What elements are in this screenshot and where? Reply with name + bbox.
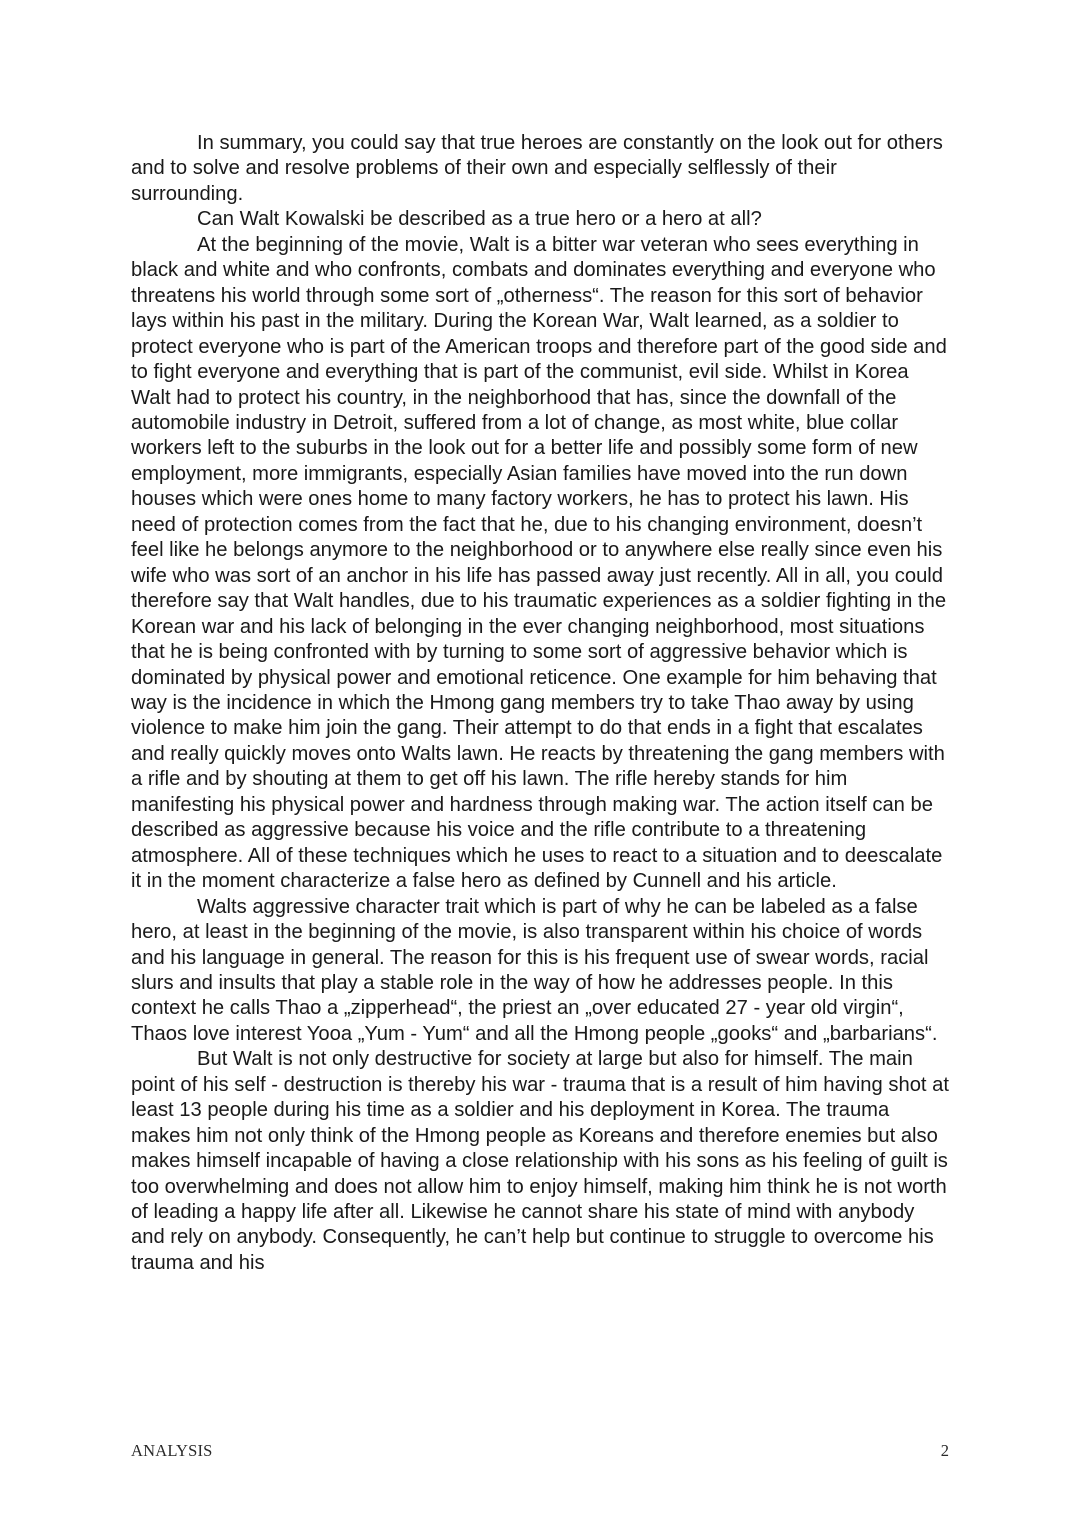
page-number: 2 xyxy=(940,1441,949,1460)
paragraph-question: Can Walt Kowalski be described as a true hero or a hero at all? xyxy=(197,208,762,231)
body-text xyxy=(131,131,953,1276)
paragraph-summary: In summary, you could say that true heroes are constantly on the look out for others and to solve and resolve problems of their own and especially selflessly of their surrounding. xyxy=(131,132,943,205)
paragraph-self-destruction: But Walt is not only destructive for society at large but also for himself. The main point of his self - destruction is thereby his war - trauma that is a result of him having shot at least 13 people during his time as a soldier and his deployment in Korea. The trauma makes him not only think of the Hmong people as Koreans and therefore enemies but also makes himself incapable of having a close relationship with his sons as his feeling of guilt is too overwhelming and does not allow him to enjoy himself, making him think he is not worth of leading a happy life after all. Likewise he cannot share his state of mind with anybody and rely on anybody. Consequently, he can’t help but continue to struggle to overcome his trauma and his xyxy=(131,1048,949,1274)
footer-section-label: ANALYSIS xyxy=(131,1441,213,1460)
paragraph-beginning-of-movie: At the beginning of the movie, Walt is a bitter war veteran who sees everything in black and white and who confronts, combats and dominates everything and everyone who threatens his world through some sort of „otherness“. The reason for this sort of behavior lays within his past in the military. During the Korean War, Walt learned, as a soldier to protect everyone who is part of the American troops and therefore part of the good side and to fight everyone and everything that is part of the communist, evil side. Whilst in Korea Walt had to protect his country, in the neighborhood that has, since the downfall of the automobile industry in Detroit, suffered from a lot of change, as most white, blue collar workers left to the suburbs in the look out for a better life and possibly some form of new employment, more immigrants, especially Asian families have moved into the run down houses which were ones home to many factory workers, he has to protect his lawn. His need of protection comes from the fact that he, due to his changing environment, doesn’t feel like he belongs anymore to the neighborhood or to anywhere else really since even his wife who was sort of an anchor in his life has passed away just recently. All in all, you could therefore say that Walt handles, due to his traumatic experiences as a soldier fighting in the Korean war and his lack of belonging in the ever changing neighborhood, most situations that he is being confronted with by turning to some sort of aggressive behavior which is dominated by physical power and emotional reticence. One example for him behaving that way is the incidence in which the Hmong gang members try to take Thao away by using violence to make him join the gang. Their attempt to do that ends in a fight that escalates and really quickly moves onto Walts lawn. He reacts by threatening the gang members with a rifle and by shouting at them to get off his lawn. The rifle hereby stands for him manifesting his physical power and hardness through making war. The action itself can be described as aggressive because his voice and the rifle contribute to a threatening atmosphere. All of these techniques which he uses to react to a situation and to deescalate it in the moment characterize a false hero as defined by Cunnell and his article. xyxy=(131,233,947,893)
paragraph-aggressive-trait: Walts aggressive character trait which is part of why he can be labeled as a false hero, at least in the beginning of the movie, is also transparent within his choice of words and his language in general. The reason for this is his frequent use of swear words, racial slurs and insults that play a stable role in the way of how he addresses people. In this context he calls Thao a „zipperhead“, the priest an „over educated 27 - year old virgin“, Thaos love interest Yooa „Yum - Yum“ and all the Hmong people „gooks“ and „barbarians“. xyxy=(131,895,938,1045)
page-footer xyxy=(131,1441,949,1465)
